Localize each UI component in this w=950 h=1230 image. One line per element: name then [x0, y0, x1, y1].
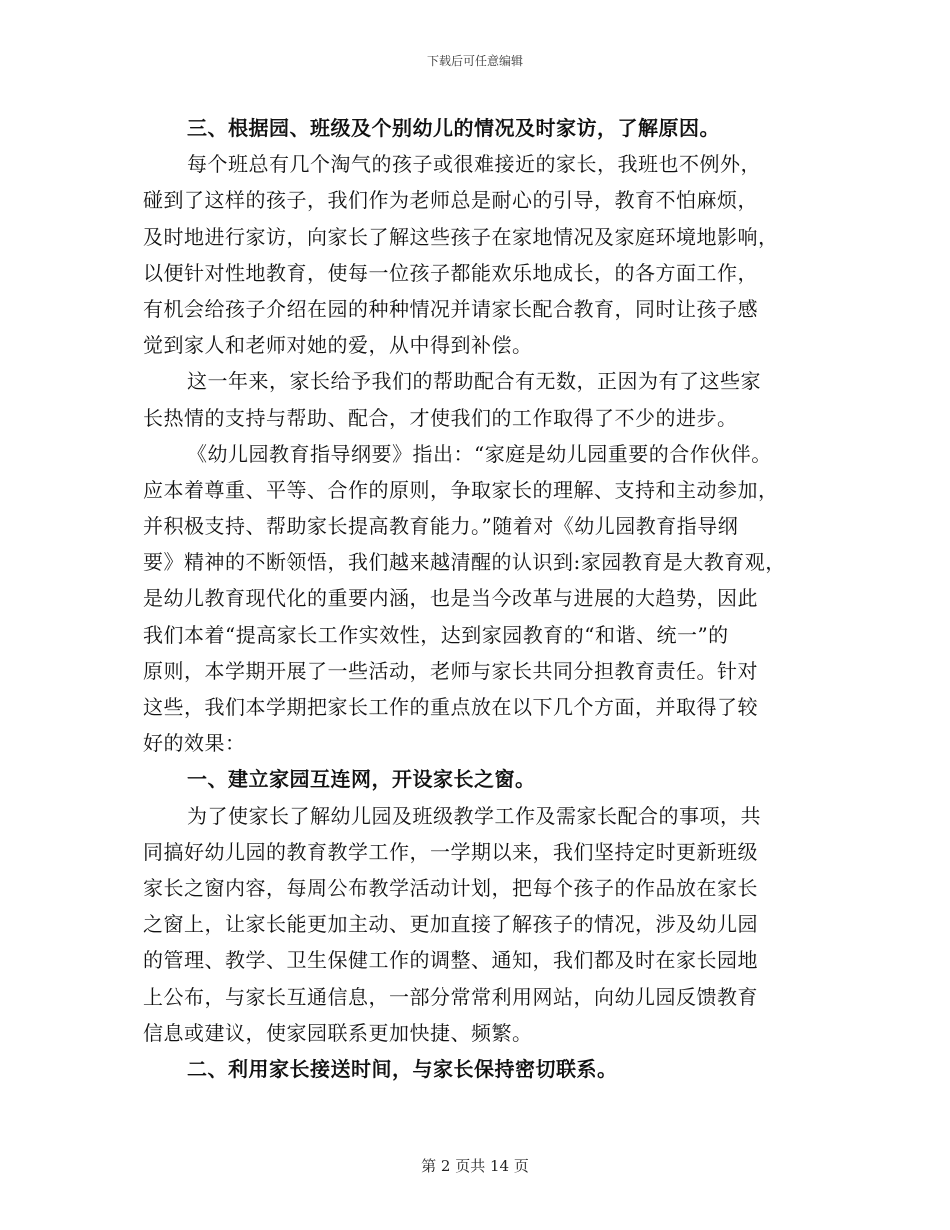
paragraph-line: 这一年来，家长给予我们的帮助配合有无数，正因为有了这些家 — [187, 369, 761, 394]
paragraph-line: 这些，我们本学期把家长工作的重点放在以下几个方面，并取得了较 — [143, 695, 758, 719]
section-heading-line: 一、建立家园互连网，开设家长之窗。 — [187, 767, 536, 792]
paragraph-line: 同搞好幼儿园的教育教学工作，一学期以来，我们坚持定时更新班级 — [143, 839, 758, 864]
paragraph-line: 碰到了这样的孩子，我们作为老师总是耐心的引导，教育不怕麻烦， — [143, 188, 758, 213]
paragraph-line: 为了使家长了解幼儿园及班级教学工作及需家长配合的事项，共 — [187, 803, 761, 828]
paragraph-line: 信息或建议，使家园联系更加快捷、频繁。 — [143, 1020, 533, 1045]
paragraph-line: 以便针对性地教育，使每一位孩子都能欢乐地成长，的各方面工作， — [143, 260, 758, 285]
page-header: 下载后可任意编辑 — [426, 54, 523, 68]
paragraph-line: 之窗上，让家长能更加主动、更加直接了解孩子的情况，涉及幼儿园 — [143, 912, 758, 937]
paragraph-line: 要》精神的不断领悟，我们越来越清醒的认识到:家园教育是大教育观， — [143, 550, 786, 575]
document-body — [143, 110, 823, 1087]
paragraph-line: 是幼儿教育现代化的重要内涵，也是当今改革与进展的大趋势，因此 — [143, 586, 758, 611]
paragraph-line: 长热情的支持与帮助、配合，才使我们的工作取得了不少的进步。 — [143, 405, 738, 430]
paragraph-line: 应本着尊重、平等、合作的原则，争取家长的理解、支持和主动参加， — [143, 477, 779, 502]
paragraph-line: 并积极支持、帮助家长提高教育能力。”随着对《幼儿园教育指导纲 — [143, 514, 739, 539]
paragraph-line: 家长之窗内容，每周公布教学活动计划，把每个孩子的作品放在家长 — [143, 875, 758, 900]
paragraph-line: 我们本着“提高家长工作实效性，达到家园教育的“和谐、统一”的 — [143, 622, 729, 647]
paragraph-line: 每个班总有几个淘气的孩子或很难接近的家长，我班也不例外， — [187, 152, 761, 177]
paragraph-line: 觉到家人和老师对她的爱，从中得到补偿。 — [143, 333, 533, 358]
paragraph-line: 有机会给孩子介绍在园的种种情况并请家长配合教育，同时让孩子感 — [143, 296, 758, 321]
section-heading-line: 二、利用家长接送时间，与家长保持密切联系。 — [187, 1056, 618, 1081]
paragraph-line: 好的效果： — [143, 731, 246, 756]
paragraph-line: 《幼儿园教育指导纲要》指出：“家庭是幼儿园重要的合作伙伴。 — [187, 441, 772, 466]
paragraph-line: 及时地进行家访，向家长了解这些孩子在家地情况及家庭环境地影响， — [143, 224, 779, 249]
paragraph-line: 原则，本学期开展了一些活动，老师与家长共同分担教育责任。针对 — [143, 658, 758, 683]
section-heading-line: 三、根据园、班级及个别幼儿的情况及时家访，了解原因。 — [187, 116, 720, 140]
paragraph-line: 的管理、教学、卫生保健工作的调整、通知，我们都及时在家长园地 — [143, 948, 758, 973]
paragraph-line: 上公布，与家长互通信息，一部分常常利用网站，向幼儿园反馈教育 — [143, 984, 758, 1009]
page-number-footer: 第 2 页共 14 页 — [421, 1157, 529, 1175]
